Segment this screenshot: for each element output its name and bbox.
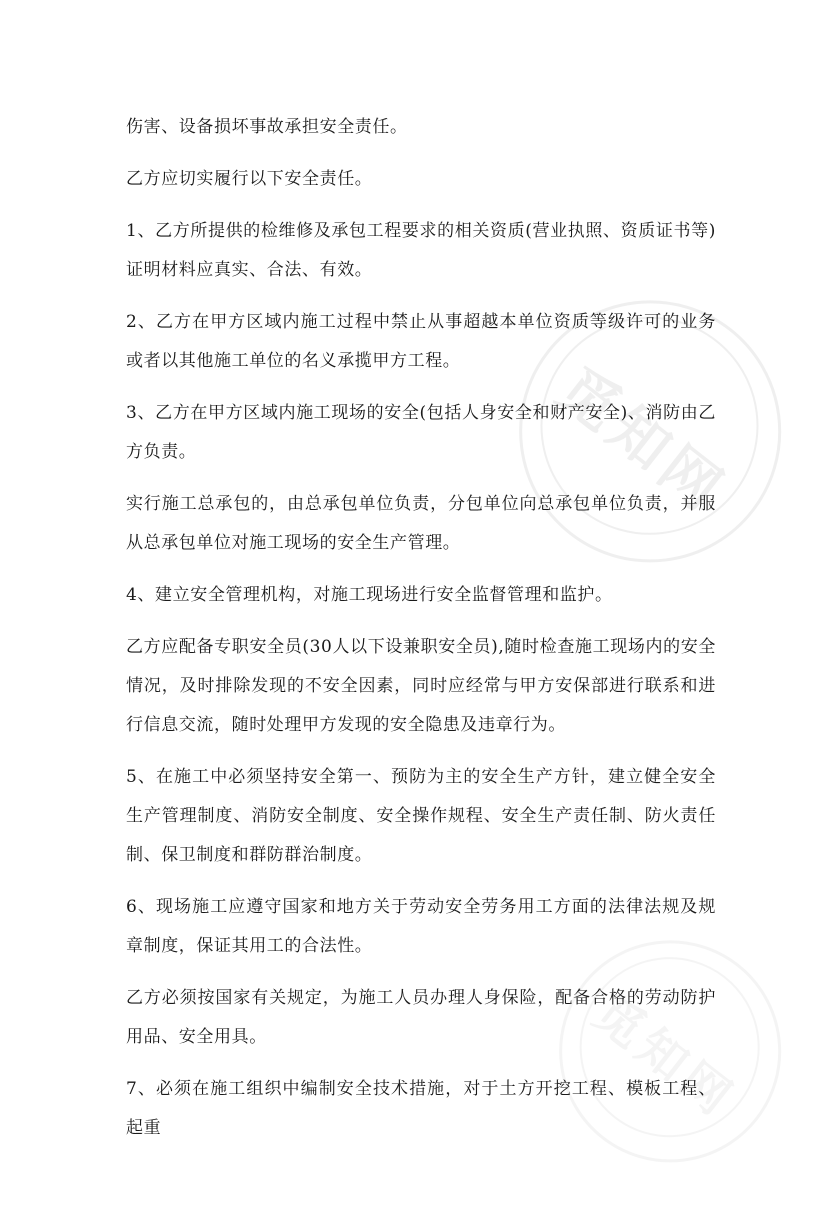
watermark-text: 觅知网: [545, 354, 739, 527]
paragraph: 4、建立安全管理机构，对施工现场进行安全监督管理和监护。: [126, 585, 613, 605]
paragraph: 乙方应配备专职安全员(30人以下设兼职安全员),随时检查施工现场内的安全情况，及时排除发现的不安全因素，同时应经常与甲方安保部进行联系和进行信息交流，随时处理甲方发现的安全隐患及违章行为。: [126, 637, 716, 735]
paragraph: 乙方应切实履行以下安全责任。: [126, 169, 373, 189]
paragraph: 伤害、设备损坏事故承担安全责任。: [126, 117, 408, 137]
paragraph: 7、必须在施工组织中编制安全技术措施，对于土方开挖工程、模板工程、起重: [126, 1079, 716, 1138]
paragraph: 5、在施工中必须坚持安全第一、预防为主的安全生产方针，建立健全安全生产管理制度、消防安全制度、安全操作规程、安全生产责任制、防火责任制、保卫制度和群防群治制度。: [126, 767, 716, 865]
paragraph: 1、乙方所提供的检维修及承包工程要求的相关资质(营业执照、资质证书等)证明材料应真实、合法、有效。: [126, 221, 716, 280]
paragraph: 实行施工总承包的，由总承包单位负责，分包单位向总承包单位负责，并服从总承包单位对施工现场的安全生产管理。: [126, 494, 716, 553]
paragraph: 6、现场施工应遵守国家和地方关于劳动安全劳务用工方面的法律法规及规章制度，保证其用工的合法性。: [126, 897, 716, 956]
paragraph: 乙方必须按国家有关规定，为施工人员办理人身保险，配备合格的劳动防护用品、安全用具。: [126, 988, 716, 1047]
body-text: [126, 108, 716, 1161]
paragraph: 3、乙方在甲方区域内施工现场的安全(包括人身安全和财产安全)、消防由乙方负责。: [126, 403, 716, 462]
paragraph: 2、乙方在甲方区域内施工过程中禁止从事超越本单位资质等级许可的业务或者以其他施工单位的名义承揽甲方工程。: [126, 312, 716, 371]
watermark-text: 觅知网: [583, 985, 746, 1130]
